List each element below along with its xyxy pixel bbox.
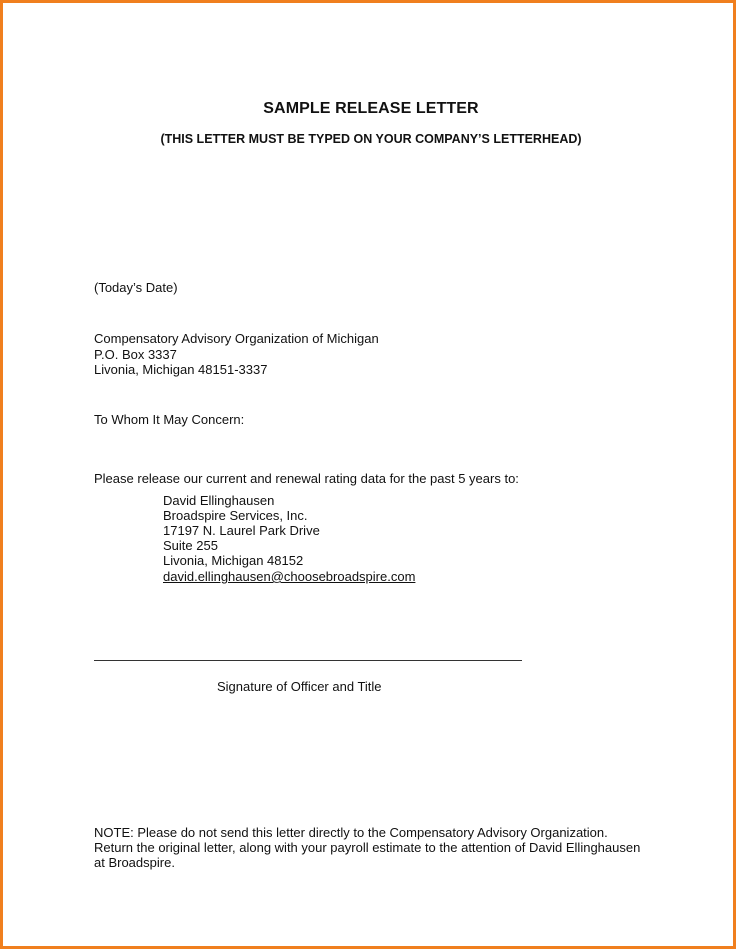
note-line-1: NOTE: Please do not send this letter directly to the Compensatory Advisory Organization. <box>94 825 608 840</box>
release-to-email-wrapper <box>163 569 415 584</box>
recipient-organization: Compensatory Advisory Organization of Michigan <box>94 331 379 346</box>
recipient-city-state-zip: Livonia, Michigan 48151-3337 <box>94 362 268 377</box>
letter-subtitle: (THIS LETTER MUST BE TYPED ON YOUR COMPANY’S LETTERHEAD) <box>160 132 582 146</box>
recipient-po-box: P.O. Box 3337 <box>94 347 177 362</box>
note-line-2: Return the original letter, along with your payroll estimate to the attention of David Ellinghausen <box>94 840 641 855</box>
salutation: To Whom It May Concern: <box>94 412 245 427</box>
release-to-suite: Suite 255 <box>163 538 218 553</box>
note-line-3: at Broadspire. <box>94 855 175 870</box>
letter-title: SAMPLE RELEASE LETTER <box>263 100 479 117</box>
release-to-city-state-zip: Livonia, Michigan 48152 <box>163 553 304 568</box>
release-to-name: David Ellinghausen <box>163 493 275 508</box>
signature-line <box>94 660 522 661</box>
date-placeholder: (Today’s Date) <box>94 280 178 295</box>
release-to-street: 17197 N. Laurel Park Drive <box>163 523 320 538</box>
release-to-email-link[interactable]: david.ellinghausen@choosebroadspire.com <box>163 569 416 584</box>
signature-label: Signature of Officer and Title <box>217 679 382 694</box>
release-to-company: Broadspire Services, Inc. <box>163 508 308 523</box>
body-intro: Please release our current and renewal rating data for the past 5 years to: <box>94 471 519 486</box>
